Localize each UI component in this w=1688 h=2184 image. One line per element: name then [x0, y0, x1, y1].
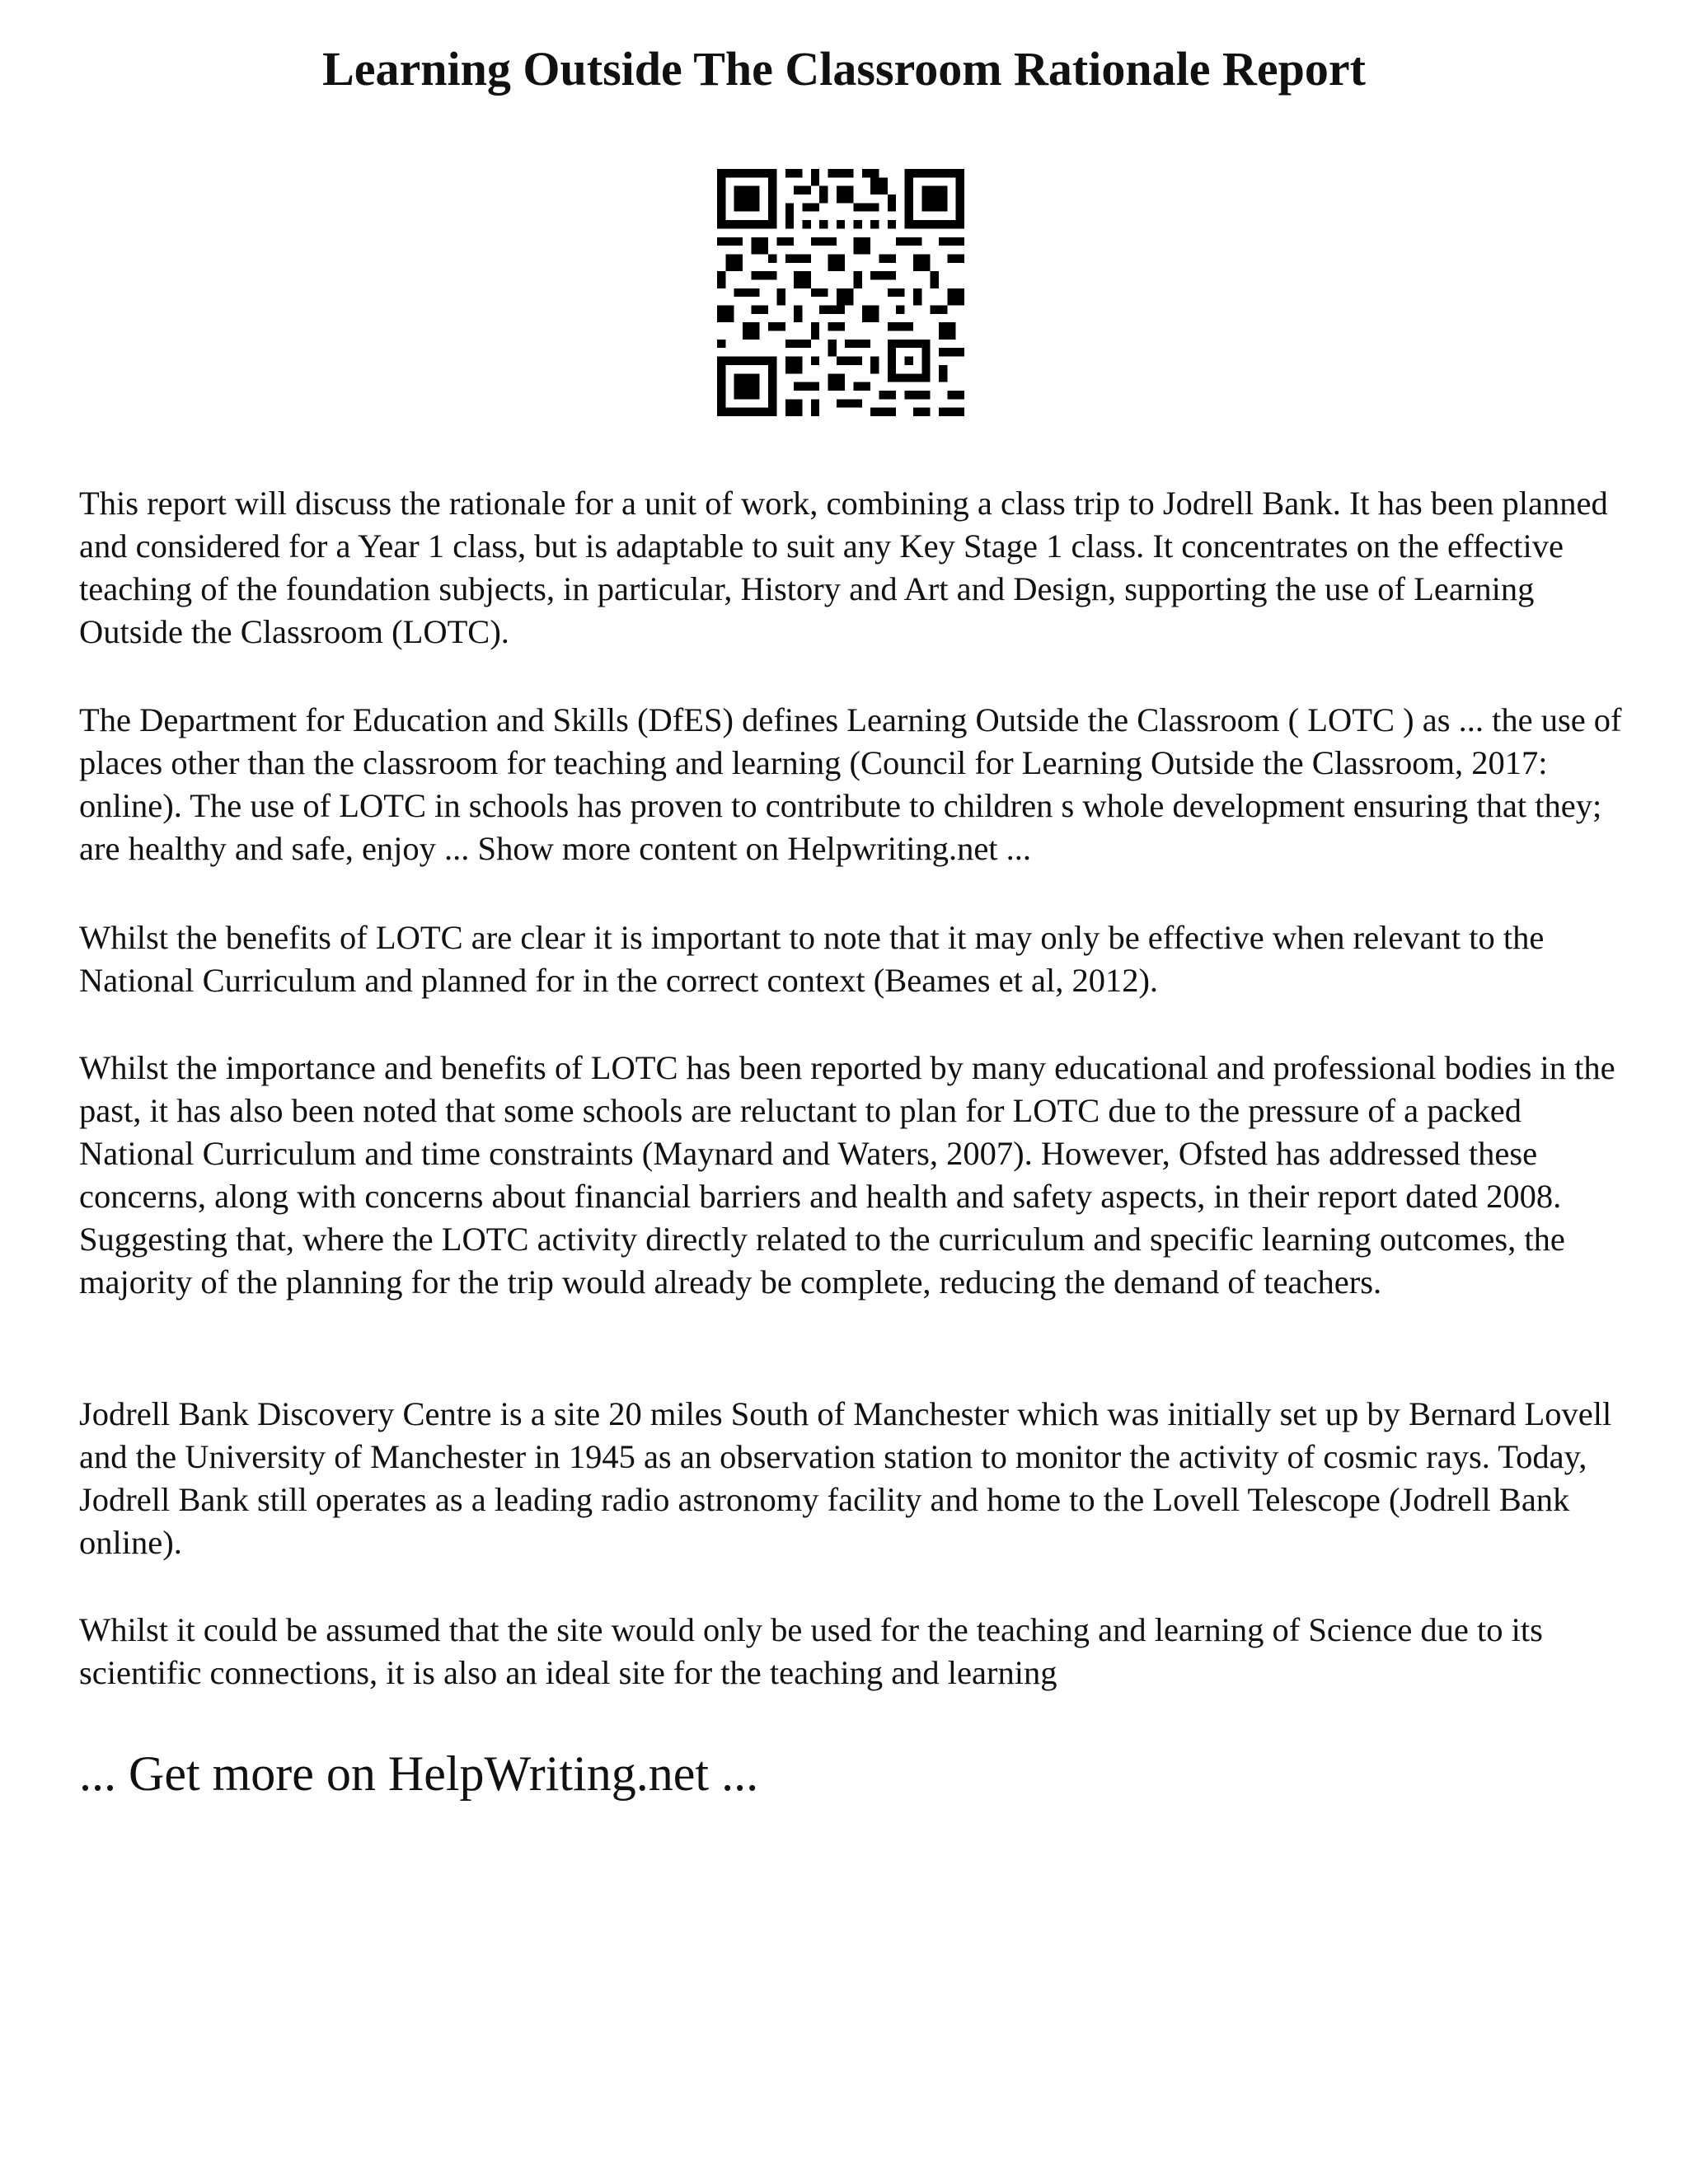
page-title: Learning Outside The Classroom Rationale Report [322, 42, 1366, 96]
qr-code-icon[interactable] [717, 169, 964, 416]
body-paragraph-definition: The Department for Education and Skills (DfES) defines Learning Outside the Classroom ( LOTC ) as ... the use of places other than the classroom for teaching and learning (Council for Learning Outside the Classroom, 2017: online). The use of LOTC in schools has proven to contribute to children s whole development ensuring that they; are healthy and safe, enjoy ... Show more content on Helpwriting.net ... [79, 701, 1622, 867]
body-paragraph-intro: This report will discuss the rationale for a unit of work, combining a class trip to Jodrell Bank. It has been planned and considered for a Year 1 class, but is adaptable to suit any Key Stage 1 class. It concentrates on the effective teaching of the foundation subjects, in particular, History and Art and Design, supporting the use of Learning Outside the Classroom (LOTC). [79, 485, 1608, 650]
body-paragraph-concerns: Whilst the importance and benefits of LOTC has been reported by many educational and professional bodies in the past, it has also been noted that some schools are reluctant to plan for LOTC due to the pressure of a packed National Curriculum and time constraints (Maynard and Waters, 2007). However, Ofsted has addressed these concerns, along with concerns about financial barriers and health and safety aspects, in their report dated 2008. Suggesting that, where the LOTC activity directly related to the curriculum and specific learning outcomes, the majority of the planning for the trip would already be complete, reducing the demand of teachers. [79, 1049, 1615, 1301]
body-paragraph-site-use: Whilst it could be assumed that the site would only be used for the teaching and learning of Science due to its scientific connections, it is also an ideal site for the teaching and learning [79, 1611, 1543, 1691]
body-paragraph-benefits: Whilst the benefits of LOTC are clear it is important to note that it may only be effective when relevant to the National Curriculum and planned for in the correct context (Beames et al, 2012). [79, 919, 1545, 999]
get-more-link[interactable]: ... Get more on HelpWriting.net ... [79, 1746, 759, 1801]
body-paragraph-jodrell-bank: Jodrell Bank Discovery Centre is a site 20 miles South of Manchester which was initially set up by Bernard Lovell and the University of Manchester in 1945 as an observation station to monitor the activity of cosmic rays. Today, Jodrell Bank still operates as a leading radio astronomy facility and home to the Lovell Telescope (Jodrell Bank online). [79, 1395, 1612, 1561]
